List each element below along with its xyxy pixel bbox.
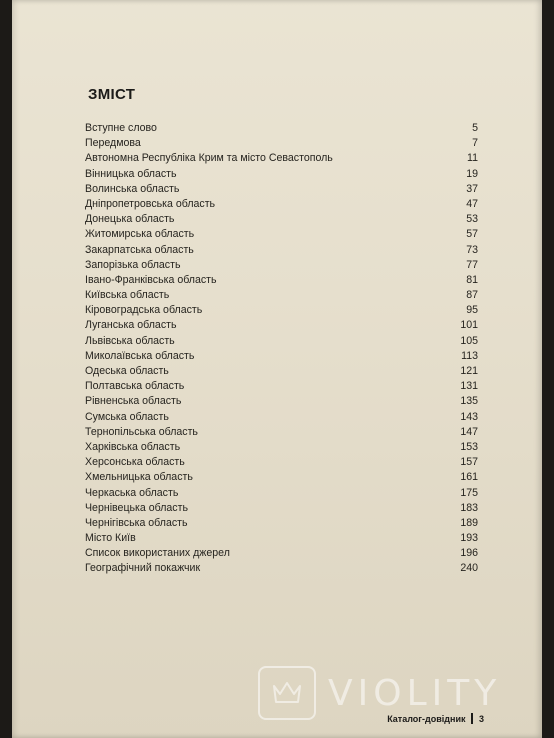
toc-entry-label: Одеська область: [85, 365, 169, 377]
toc-entry: [85, 516, 478, 531]
toc-entry-label: Київська область: [85, 289, 170, 302]
toc-entry: [85, 273, 478, 288]
toc-entry: [85, 318, 478, 333]
toc-entry-page: 143: [460, 410, 478, 423]
toc-entry-label: Список використаних джерел: [85, 547, 230, 560]
toc-entry: [85, 227, 478, 242]
toc-entry-label: Чернівецька область: [85, 501, 188, 514]
toc-entry-page: 19: [466, 167, 478, 180]
toc-entry: [85, 440, 478, 455]
toc-entry: [85, 288, 478, 303]
toc-entry-page: 101: [460, 319, 478, 332]
toc-entry-label: Донецька область: [85, 213, 175, 226]
toc-entry-label: Тернопільська область: [85, 425, 198, 438]
watermark: [258, 665, 501, 721]
table-of-contents: [85, 121, 478, 577]
toc-entry-page: 73: [466, 243, 478, 256]
toc-entry: [85, 364, 478, 379]
toc-entry-page: 153: [460, 440, 478, 453]
toc-entry: [85, 349, 478, 364]
toc-entry-page: 113: [461, 349, 478, 362]
toc-entry: [85, 410, 478, 425]
toc-entry: [85, 455, 478, 470]
toc-entry-page: 95: [466, 304, 478, 317]
toc-entry: [85, 136, 478, 151]
toc-entry-page: 57: [466, 228, 478, 241]
toc-entry-label: Рівненська область: [85, 395, 182, 408]
toc-entry-page: 81: [466, 273, 478, 286]
toc-entry-label: Чернігівська область: [85, 516, 188, 529]
toc-entry: [85, 561, 478, 576]
toc-entry-page: 7: [472, 137, 478, 150]
toc-entry: [85, 501, 478, 516]
toc-entry-label: Житомирська область: [85, 228, 195, 241]
toc-entry-page: 189: [460, 516, 478, 529]
toc-entry: [85, 197, 478, 212]
toc-entry: [85, 182, 478, 197]
watermark-text: VIOLITY: [328, 672, 502, 714]
toc-entry: [85, 212, 478, 227]
toc-entry-label: Вінницька область: [85, 167, 177, 180]
toc-entry-label: Луганська область: [85, 319, 177, 332]
watermark-logo: [258, 666, 316, 720]
toc-entry-label: Дніпропетровська область: [85, 197, 216, 210]
toc-entry: [85, 379, 478, 394]
toc-entry-page: 175: [460, 486, 478, 499]
page-title: ЗМІСТ: [88, 86, 136, 103]
toc-entry-label: Херсонська область: [85, 456, 185, 469]
toc-entry-label: Кіровоградська область: [85, 304, 203, 317]
toc-entry-label: Харківська область: [85, 440, 181, 453]
toc-entry-label: Полтавська область: [85, 380, 185, 393]
toc-entry: [85, 531, 478, 546]
toc-entry-page: 240: [460, 562, 478, 575]
toc-entry-page: 183: [460, 501, 478, 514]
toc-entry-label: Хмельницька область: [85, 471, 193, 484]
toc-entry-label: Волинська область: [85, 182, 180, 195]
toc-entry-page: 157: [460, 456, 478, 469]
toc-entry-page: 47: [466, 197, 478, 210]
toc-entry-page: 87: [466, 289, 478, 302]
crown-icon: [272, 680, 302, 706]
toc-entry: [85, 243, 478, 258]
toc-entry-label: Черкаська область: [85, 486, 179, 499]
toc-entry: [85, 167, 478, 182]
toc-entry: [85, 470, 478, 485]
footer-label: Каталог-довідник: [387, 713, 466, 724]
book-page: [12, 0, 542, 738]
toc-entry-page: 121: [460, 365, 478, 377]
toc-entry-page: 147: [460, 425, 478, 438]
toc-entry-label: Миколаївська область: [85, 349, 195, 362]
toc-entry-page: 77: [466, 258, 478, 271]
toc-entry-label: Автономна Республіка Крим та місто Севастополь: [85, 152, 333, 165]
toc-entry-page: 131: [460, 380, 478, 393]
toc-entry: [85, 151, 478, 166]
toc-entry-page: 135: [460, 395, 478, 408]
toc-entry-label: Львівська область: [85, 334, 175, 347]
toc-entry-label: Сумська область: [85, 410, 169, 423]
toc-entry: [85, 546, 478, 561]
toc-entry-label: Вступне слово: [85, 122, 157, 134]
toc-entry-page: 105: [460, 334, 478, 347]
toc-entry-label: Передмова: [85, 137, 141, 150]
toc-entry: [85, 394, 478, 409]
toc-entry: [85, 121, 478, 136]
toc-entry-label: Географічний покажчик: [85, 562, 201, 575]
toc-entry-page: 193: [460, 532, 478, 545]
toc-entry-page: 37: [466, 182, 478, 195]
toc-entry: [85, 334, 478, 349]
toc-entry-page: 5: [472, 122, 478, 134]
toc-entry-label: Закарпатська область: [85, 243, 194, 256]
toc-entry-label: Запорізька область: [85, 258, 181, 271]
toc-entry-label: Івано-Франківська область: [85, 273, 217, 286]
toc-entry: [85, 258, 478, 273]
toc-entry-page: 161: [460, 471, 478, 484]
toc-entry-label: Місто Київ: [85, 532, 136, 545]
toc-entry: [85, 486, 478, 501]
toc-entry: [85, 303, 478, 318]
toc-entry-page: 11: [467, 152, 478, 165]
toc-entry: [85, 425, 478, 440]
footer-page-number: 3: [478, 713, 484, 724]
toc-entry-page: 53: [466, 213, 478, 226]
toc-entry-page: 196: [460, 547, 478, 560]
